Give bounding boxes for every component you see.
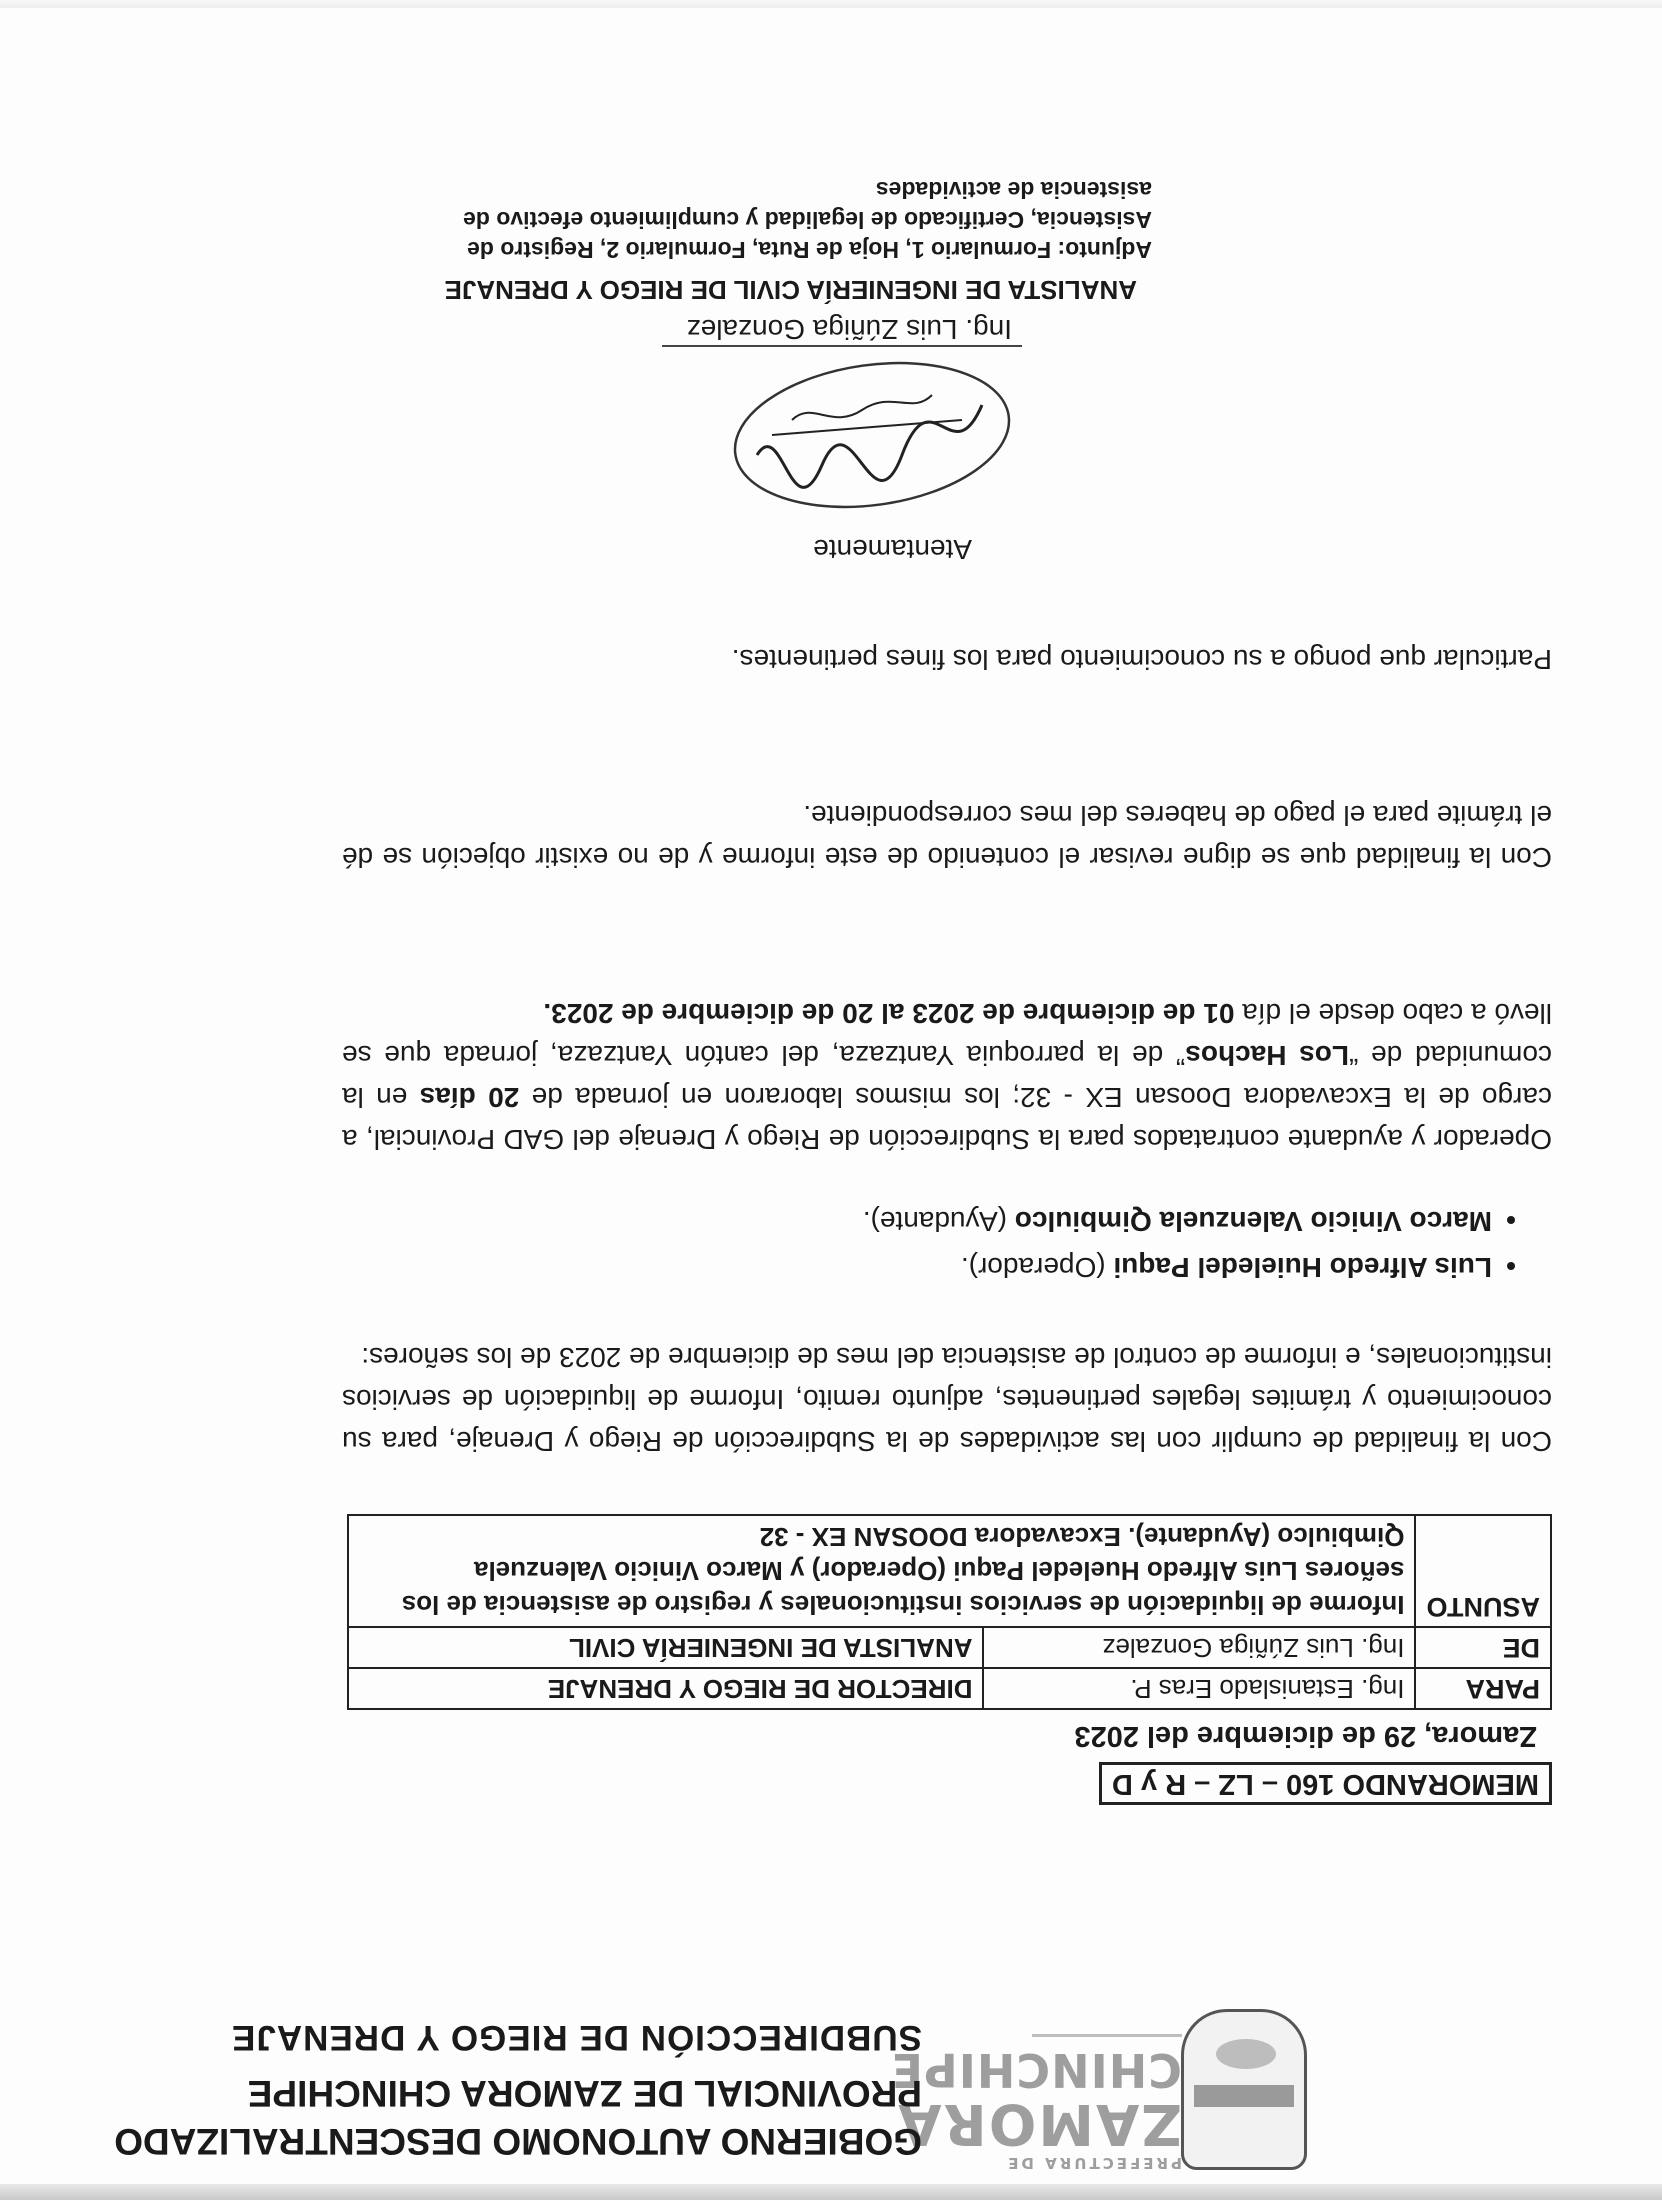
p2-part-b: en la comunidad de “ bbox=[341, 1040, 1552, 1113]
p2-date-range: 01 de diciembre de 2023 al 20 de diciembre de 2023. bbox=[543, 998, 1235, 1029]
crest-emblem bbox=[1216, 2039, 1276, 2069]
table-row-de bbox=[348, 1627, 1551, 1668]
list-item bbox=[863, 1198, 1492, 1244]
para-name: Ing. Estanislado Eras P. bbox=[983, 1668, 1415, 1709]
p2-part-c: ” de la parroquia Yantzaza, del cantón Yantzaza, jornada que se llevó a cabo desde el día bbox=[342, 998, 1552, 1071]
para-role: DIRECTOR DE RIEGO Y DRENAJE bbox=[348, 1668, 983, 1709]
attachments-line-1: Adjunto: Formulario 1, Hoja de Ruta, Formulario 2, Registro de bbox=[467, 237, 1152, 263]
prefecture-crest-logo bbox=[1181, 2009, 1307, 2170]
handwritten-signature bbox=[732, 355, 1022, 515]
body-paragraph-1: Con la finalidad de cumplir con las actividades de la Subdirección de Riego y Drenaje, para su conocimiento y trámites legales pertinentes, adjunto remito, Informe de liquidación de servicios institucionales, e informe de control de asistencia del mes de diciembre de 2023 de los señores: bbox=[342, 1342, 1552, 1457]
body-paragraph-3: Con la finalidad que se digne revisar el contenido de este informe y de no existir objeción se dé el trámite para el pago de haberes del mes correspondiente. bbox=[342, 800, 1552, 873]
table-row-para bbox=[348, 1668, 1551, 1709]
letterhead bbox=[0, 1900, 1662, 2200]
asunto-text: Informe de liquidación de servicios institucionales y registro de asistencia de los señores Luis Alfredo Hueledel Paqui (Operador) y Marco Vinicio Valenzuela Qimbiulco (Ayudante). Excavadora DOOSAN EX - 32 bbox=[348, 1515, 1415, 1627]
attachments-line-3: asistencia de actividades bbox=[875, 177, 1152, 203]
brand-line-1: ZAMORA bbox=[896, 2091, 1182, 2156]
p2-part-a: Operador y ayudante contratados para la Subdirección de Riego y Drenaje del GAD Provincial, a cargo de la Excavadora Doosan EX - 32; los mismos laboraron en jornada de bbox=[342, 1082, 1552, 1155]
memo-number: MEMORANDO 160 – LZ – R y D bbox=[1099, 1762, 1552, 1805]
memo-date: Zamora, 29 de diciembre del 2023 bbox=[1074, 1720, 1537, 1752]
brand-prefix: PREFECTURA DE bbox=[1005, 2154, 1182, 2172]
table-row-asunto bbox=[348, 1515, 1551, 1627]
brand-line-2: CHINCHIPE bbox=[890, 2043, 1182, 2097]
person-name: Luis Alfredo Huieledel Paqui bbox=[1113, 1252, 1492, 1283]
de-label: DE bbox=[1415, 1627, 1551, 1668]
institution-title bbox=[0, 2013, 1192, 2165]
body-paragraph-4: Particular que pongo a su conocimiento para los fines pertinentes. bbox=[731, 644, 1552, 675]
department-name: SUBDIRECCIÓN DE RIEGO Y DRENAJE bbox=[231, 2018, 922, 2057]
body-paragraph-2 bbox=[342, 992, 1552, 1160]
p2-days: 20 días bbox=[419, 1082, 520, 1113]
closing-salutation: Atentamente bbox=[813, 534, 972, 565]
institution-line-1: GOBIERNO AUTONOMO DESCENTRALIZADO bbox=[114, 2121, 922, 2162]
signer-title: ANALISTA DE INGENIERÍA CIVIL DE RIEGO Y DRENAJE bbox=[444, 275, 1137, 305]
person-role: (Operador). bbox=[960, 1252, 1114, 1283]
list-item bbox=[863, 1244, 1492, 1290]
institution-line-2: PROVINCIAL DE ZAMORA CHINCHIPE bbox=[247, 2073, 922, 2114]
signature-line bbox=[662, 345, 1022, 347]
de-name: Ing. Luis Zúñiga Gonzalez bbox=[983, 1627, 1415, 1668]
para-label: PARA bbox=[1415, 1668, 1551, 1709]
person-role: (Ayudante). bbox=[862, 1206, 1015, 1237]
de-role: ANALISTA DE INGENIERÍA CIVIL bbox=[348, 1627, 983, 1668]
attachments-note bbox=[452, 175, 1152, 265]
scan-bottom-edge bbox=[0, 0, 1662, 8]
memo-header-table bbox=[347, 1514, 1552, 1710]
asunto-label: ASUNTO bbox=[1415, 1515, 1551, 1627]
p2-place: Los Hachos bbox=[1185, 1040, 1349, 1071]
attachments-line-2: Asistencia, Certificado de legalidad y cumplimiento efectivo de bbox=[463, 207, 1152, 233]
person-name: Marco Vinicio Valenzuela Qimbiulco bbox=[1014, 1206, 1492, 1237]
crest-band bbox=[1194, 2085, 1294, 2107]
signer-name: Ing. Luis Zúñiga Gonzalez bbox=[686, 314, 1012, 345]
personnel-list bbox=[863, 1198, 1522, 1290]
